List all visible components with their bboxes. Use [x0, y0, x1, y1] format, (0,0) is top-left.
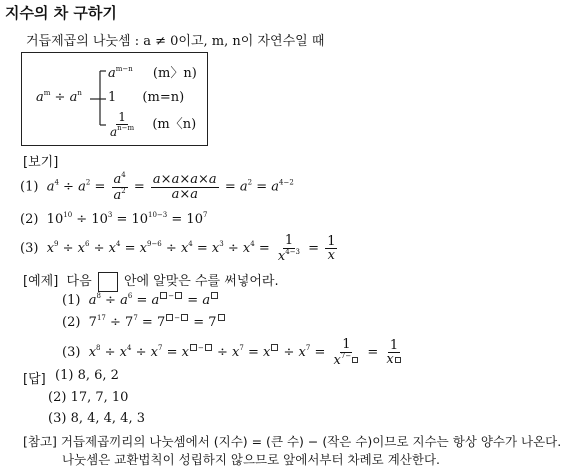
- yeje-item-2: (2) $7^{17} \div 7^7 = 7$ − = 7: [62, 314, 226, 330]
- box-case-2: 1 (m=n): [108, 90, 185, 105]
- bogi-label: [보기]: [23, 155, 59, 170]
- bogi-item-2: (2) $10^{10} \div 10^3 = 10^{10-3} = 10^7$: [20, 211, 208, 227]
- bogi-item-3: (3) $x^9 \div x^6 \div x^4 = x^{9-6} \div x^4 = x^3 \div x^4$ = $\frac{1}{x^{4-3}}$ = $\frac{1}{x}$: [20, 233, 336, 264]
- yeje-header: [예제] 다음 안에 알맞은 수를 써넣어라.: [23, 270, 279, 292]
- page-title: 지수의 차 구하기: [5, 4, 117, 22]
- dap-item-1: (1) 8, 6, 2: [55, 368, 119, 383]
- box-case-3: $\frac{1}{a^{n-m}}$ (m〈n): [110, 110, 197, 139]
- yeje-item-3: (3) $x^8 \div x^4 \div x^7 = x$ $^- \div x^7 = x \div x^7$ = $\frac{1}{x^{7-}}$ = $\frac{1}{x}$: [62, 338, 406, 367]
- chamgo-line-2: 나눗셈은 교환법칙이 성립하지 않으므로 앞에서부터 차례로 계산한다.: [62, 452, 440, 467]
- dap-item-3: (3) 8, 4, 4, 4, 3: [48, 411, 145, 426]
- intro-text: 거듭제곱의 나눗셈 : a ≠ 0이고, m, n이 자연수일 때: [26, 34, 325, 49]
- box-lhs: $a^m \div a^n$: [36, 89, 82, 105]
- dap-label: [답]: [23, 372, 46, 387]
- bogi-item-1: (1) $a^4 \div a^2$ = $\frac{a^4}{a^2}$ = $\frac{a\times a\times a\times a}{a\times a}$ = $a^2 = a^{4-2}$: [20, 171, 294, 203]
- yeje-item-1: (1) $a^8 \div a^6 = a$ − = a: [62, 292, 219, 308]
- dap-item-2: (2) 17, 7, 10: [48, 390, 129, 405]
- box-case-1: $a^{m-n}$ (m〉n): [108, 65, 197, 81]
- chamgo-line-1: [참고] 거듭제곱끼리의 나눗셈에서 (지수) = (큰 수) − (작은 수)이므로 지수는 항상 양수가 나온다.: [23, 434, 562, 449]
- blank-box-icon: [98, 272, 118, 292]
- formula-box: [21, 52, 208, 146]
